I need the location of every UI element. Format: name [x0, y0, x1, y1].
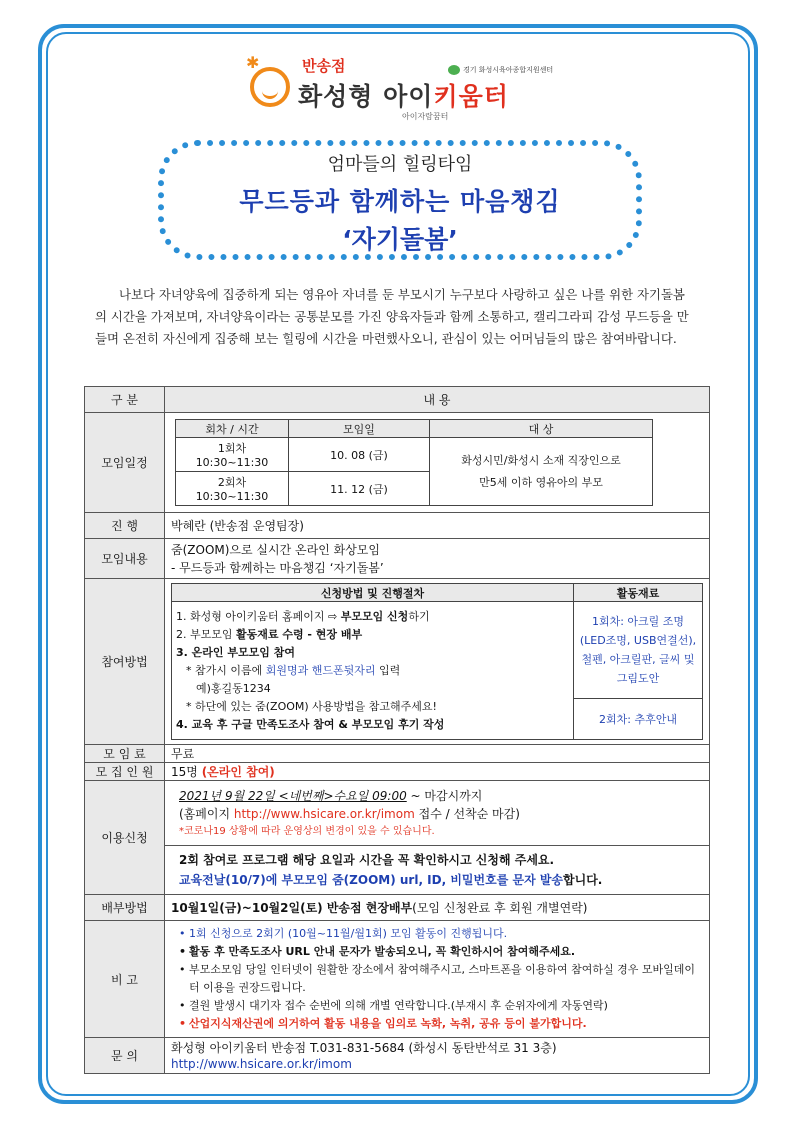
- step1-text: 1. 화성형 아이키움터 홈페이지 ⇨: [176, 609, 341, 623]
- step4-text: 4. 교육 후 구글 만족도조사 참여 & 부모모임 후기 작성: [176, 717, 445, 731]
- schedule-row: [176, 472, 289, 506]
- smile-icon: [250, 67, 290, 107]
- apply-note-line1: 2회 참여로 프로그램 해당 요일과 시간을 꼭 확인하시고 신청해 주세요.: [179, 853, 555, 867]
- org-logo: [448, 65, 553, 75]
- recruit-label: 모 집 인 원: [85, 763, 165, 781]
- dist-note: (모임 신청완료 후 회원 개별연락): [412, 901, 588, 915]
- schedule-table: [175, 419, 653, 506]
- contact-label: 문 의: [85, 1038, 165, 1074]
- join-table: [171, 583, 703, 740]
- logo-branch: 반송점: [302, 57, 346, 75]
- content-line2: - 무드등과 함께하는 마음챙김 ‘자기돌봄’: [171, 560, 384, 575]
- note1-example: 예)홍길동1234: [196, 681, 271, 695]
- note1-text: * 참가시 이름에: [186, 663, 266, 677]
- session-2: 2회차: [217, 476, 247, 489]
- session-1-time: 10:30~11:30: [195, 456, 269, 469]
- title-line2: 무드등과 함께하는 마음챙김: [239, 187, 561, 216]
- join-proc-header: 신청방법 및 진행절차: [172, 584, 574, 602]
- logo-name-prefix: 화성형 아이: [298, 82, 434, 111]
- contact-url-link[interactable]: http://www.hsicare.or.kr/imom: [171, 1056, 352, 1071]
- join-label: 참여방법: [85, 579, 165, 745]
- remarks-label: 비 고: [85, 921, 165, 1038]
- logo-name: [298, 77, 509, 113]
- intro-paragraph: 나보다 자녀양육에 집중하게 되는 영유아 자녀를 둔 부모시기 누구보다 사랑하고 싶은 나를 위한 자기돌봄의 시간을 가져보며, 자녀양육이라는 공통분모를 가진 양육자들과 함께 소통하고, 캘리그라피 감성 무드등을 만들며 온전히 자신에게 집중해 보는 힐링에 시간을 마련했사오니, 관심이 있는 어머님들의 많은 참여바랍니다.: [95, 287, 689, 346]
- target-line2: 만5세 이하 영유아의 부모: [479, 475, 603, 489]
- join-steps: [172, 602, 574, 740]
- list-item: • 산업지식재산권에 의거하여 활동 내용을 임의로 녹화, 녹취, 공유 등이 불가합니다.: [189, 1015, 703, 1033]
- header-content: 내 용: [165, 387, 710, 413]
- schedule-header-target: 대 상: [430, 420, 653, 438]
- schedule-target: [430, 438, 653, 506]
- apply-note-line2: 교육전날(10/7)에 부모모임 줌(ZOOM) url, ID, 비밀번호를 문자 발송: [179, 873, 564, 887]
- apply-covid-note: *코로나19 상황에 따라 운영상의 변경이 있을 수 있습니다.: [179, 826, 435, 837]
- mat1-line4: 그림도안: [616, 672, 660, 685]
- target-line1: 화성시민/화성시 소재 직장인으로: [461, 453, 621, 467]
- apply-note-line2-suffix: 합니다.: [563, 873, 603, 887]
- star-icon: ✱: [246, 53, 260, 72]
- session-2-date: 11. 12 (금): [289, 472, 430, 506]
- schedule-header-date: 모임일: [289, 420, 430, 438]
- step2-highlight: 활동재료 수령 - 현장 배부: [236, 627, 363, 641]
- content-label: 모임내용: [85, 539, 165, 579]
- dist-label: 배부방법: [85, 895, 165, 921]
- dist-period: 10월1일(금)~10월2일(토) 반송점 현장배부: [171, 901, 413, 915]
- fee-value: 무료: [165, 745, 710, 763]
- mat1-line1: 1회차: 아크릴 조명: [591, 615, 685, 628]
- list-item: • 결원 발생시 대기자 접수 순번에 의해 개별 연락합니다.(부재시 후 순위자에게 자동연락): [189, 997, 703, 1015]
- schedule-row: [176, 438, 289, 472]
- fee-label: 모 임 료: [85, 745, 165, 763]
- apply-hp-prefix: (홈페이지: [179, 807, 234, 821]
- step1-suffix: 하기: [408, 609, 430, 623]
- note1-highlight: 회원명과 핸드폰뒷자리: [265, 663, 376, 677]
- header-category: 구 분: [85, 387, 165, 413]
- logo-tagline: 아이자람꿈터: [402, 112, 449, 121]
- session-1-date: 10. 08 (금): [289, 438, 430, 472]
- remarks-list: [177, 925, 703, 1033]
- title-line1: 엄마들의 힐링타임: [327, 154, 473, 175]
- material-session2: 2회차: 추후안내: [574, 699, 703, 740]
- note1-suffix: 입력: [375, 663, 401, 677]
- step3-text: 3. 온라인 부모모임 참여: [176, 645, 295, 659]
- schedule-label: 모임일정: [85, 413, 165, 513]
- content-line1: 줌(ZOOM)으로 실시간 온라인 화상모임: [171, 542, 380, 557]
- schedule-header-session: 회차 / 시간: [176, 420, 289, 438]
- title-box: [158, 140, 642, 260]
- progress-label: 진 행: [85, 513, 165, 539]
- list-item: • 부모소모임 당일 인터넷이 원활한 장소에서 참여해주시고, 스마트폰을 이용하여 참여하실 경우 모바일데이터 이용을 권장드립니다.: [189, 961, 703, 997]
- list-item: • 1회 신청으로 2회기 (10월~11월/월1회) 모임 활동이 진행됩니다.: [189, 925, 703, 943]
- session-1: 1회차: [217, 442, 247, 455]
- note2-text: * 하단에 있는 줌(ZOOM) 사용방법을 참고해주세요!: [186, 699, 437, 713]
- apply-deadline: ~ 마감시까지: [406, 789, 483, 803]
- org-mark-icon: [448, 65, 460, 75]
- progress-value: 박혜란 (반송점 운영팀장): [165, 513, 710, 539]
- recruit-online: (온라인 참여): [201, 765, 275, 779]
- logo-name-suffix: 키움터: [433, 82, 509, 111]
- mat1-line3: 철펜, 아크릴판, 글씨 및: [581, 653, 695, 666]
- join-mat-header: 활동재료: [574, 584, 703, 602]
- apply-label: 이용신청: [85, 781, 165, 895]
- step1-highlight: 부모모임 신청: [340, 609, 409, 623]
- list-item: • 활동 후 만족도조사 URL 안내 문자가 발송되오니, 꼭 확인하시어 참여해주세요.: [189, 943, 703, 961]
- recruit-count: 15명: [171, 765, 202, 779]
- mat1-line2: (LED조명, USB연결선),: [579, 634, 697, 647]
- org-name: 경기 화성시육아종합지원센터: [463, 66, 554, 74]
- apply-homepage-link[interactable]: http://www.hsicare.or.kr/imom: [233, 807, 415, 821]
- material-session1: [574, 602, 703, 699]
- info-table: [84, 386, 710, 1074]
- contact-line1: 화성형 아이키움터 반송점 T.031-831-5684 (화성시 동탄반석로 31 3층): [171, 1040, 557, 1055]
- title-line3: ‘자기돌봄’: [342, 225, 458, 254]
- session-2-time: 10:30~11:30: [195, 490, 269, 503]
- step2-text: 2. 부모모임: [176, 627, 236, 641]
- apply-hp-suffix: 접수 / 선착순 마감): [414, 807, 520, 821]
- apply-date: 2021년 9월 22일 <네번째>수요일 09:00: [179, 789, 407, 803]
